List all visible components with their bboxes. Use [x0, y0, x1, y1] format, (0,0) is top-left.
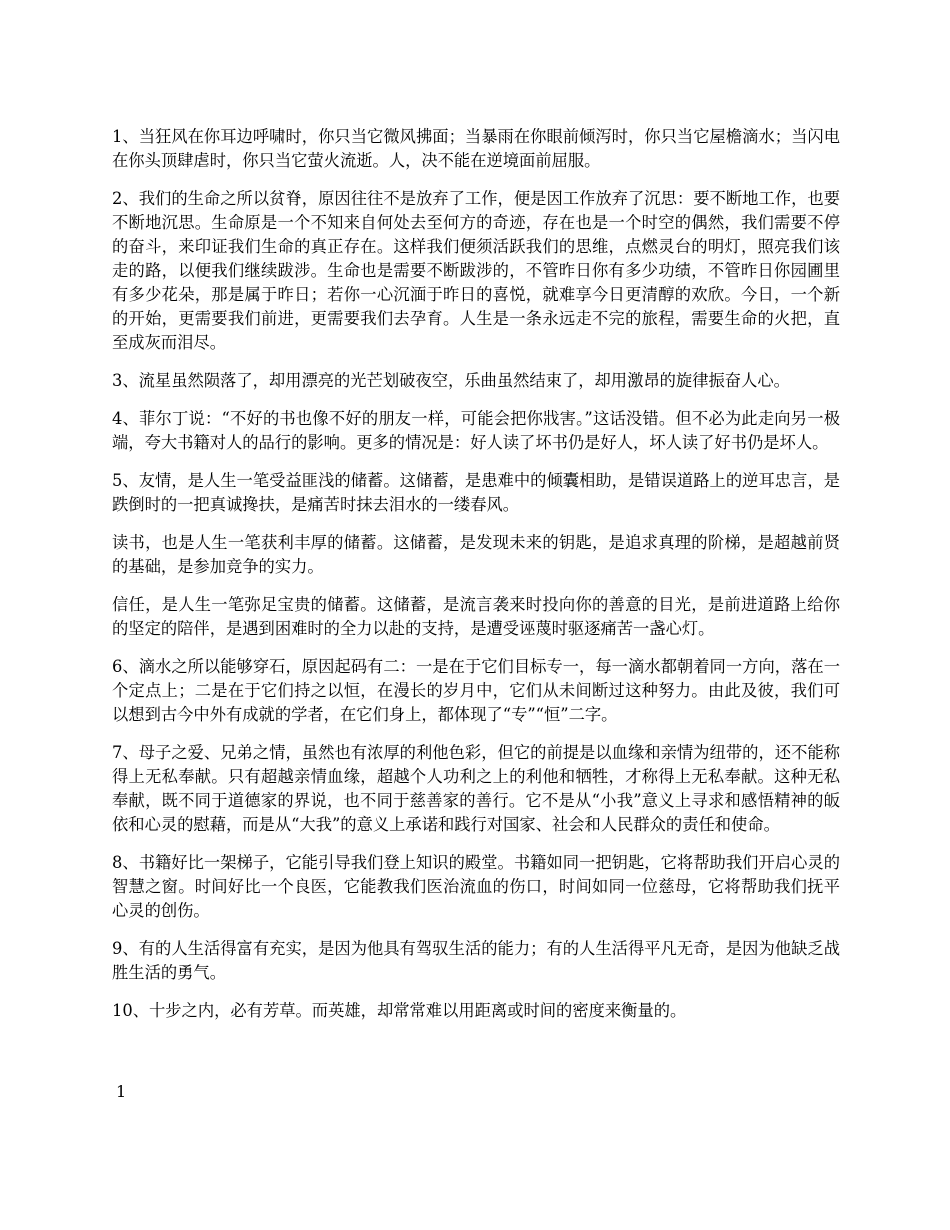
paragraph-3: 3、流星虽然陨落了，却用漂亮的光芒划破夜空，乐曲虽然结束了，却用激昂的旋律振奋人心。 [112, 371, 790, 390]
paragraph-5: 5、友情，是人生一笔受益匪浅的储蓄。这储蓄，是患难中的倾囊相助，是错误道路上的逆耳忠言，是跌倒时的一把真诚搀扶，是痛苦时抹去泪水的一缕春风。 [112, 471, 840, 514]
document-body [112, 125, 840, 1037]
paragraph-9: 9、有的人生活得富有充实，是因为他具有驾驭生活的能力；有的人生活得平凡无奇，是因为他缺乏战胜生活的勇气。 [112, 939, 840, 982]
paragraph-10: 10、十步之内，必有芳草。而英雄，却常常难以用距离或时间的密度来衡量的。 [112, 1001, 687, 1020]
paragraph-reading: 读书，也是人生一笔获利丰厚的储蓄。这储蓄，是发现未来的钥匙，是追求真理的阶梯，是超越前贤的基础，是参加竞争的实力。 [112, 533, 840, 576]
paragraph-trust: 信任，是人生一笔弥足宝贵的储蓄。这储蓄，是流言袭来时投向你的善意的目光，是前进道路上给你的坚定的陪伴，是遇到困难时的全力以赴的支持，是遭受诬蔑时驱逐痛苦一盏心灯。 [112, 595, 840, 638]
paragraph-8: 8、书籍好比一架梯子，它能引导我们登上知识的殿堂。书籍如同一把钥匙，它将帮助我们开启心灵的智慧之窗。时间好比一个良医，它能教我们医治流血的伤口，时间如同一位慈母，它将帮助我们抚平心灵的创伤。 [112, 853, 840, 920]
paragraph-4: 4、菲尔丁说：“不好的书也像不好的朋友一样，可能会把你戕害。”这话没错。但不必为此走向另一极端，夸大书籍对人的品行的影响。更多的情况是：好人读了坏书仍是好人，坏人读了好书仍是坏人。 [112, 409, 840, 452]
paragraph-1: 1、当狂风在你耳边呼啸时，你只当它微风拂面；当暴雨在你眼前倾泻时，你只当它屋檐滴水；当闪电在你头顶肆虐时，你只当它萤火流逝。人，决不能在逆境面前屈服。 [112, 127, 840, 170]
paragraph-6: 6、滴水之所以能够穿石，原因起码有二：一是在于它们目标专一，每一滴水都朝着同一方向，落在一个定点上；二是在于它们持之以恒，在漫长的岁月中，它们从未间断过这种努力。由此及彼，我们可以想到古今中外有成就的学者，在它们身上，都体现了“专”“恒”二字。 [112, 657, 840, 724]
paragraph-2: 2、我们的生命之所以贫脊，原因往往不是放弃了工作，便是因工作放弃了沉思：要不断地工作，也要不断地沉思。生命原是一个不知来自何处去至何方的奇迹，存在也是一个时空的偶然，我们需要不停的奋斗，来印证我们生命的真正存在。这样我们便须活跃我们的思维，点燃灵台的明灯，照亮我们该走的路，以便我们继续跋涉。生命也是需要不断跋涉的，不管昨日你有多少功绩，不管昨日你园圃里有多少花朵，那是属于昨日；若你一心沉湎于昨日的喜悦，就难享今日更清醇的欢欣。今日，一个新的开始，更需要我们前进，更需要我们去孕育。人生是一条永远走不完的旅程，需要生命的火把，直至成灰而泪尽。 [112, 189, 840, 352]
page-number: 1 [116, 1082, 127, 1101]
paragraph-7: 7、母子之爱、兄弟之情，虽然也有浓厚的利他色彩，但它的前提是以血缘和亲情为纽带的，还不能称得上无私奉献。只有超越亲情血缘，超越个人功利之上的利他和牺牲，才称得上无私奉献。这种无私奉献，既不同于道德家的界说，也不同于慈善家的善行。它不是从“小我”意义上寻求和感悟精神的皈依和心灵的慰藉，而是从“大我”的意义上承诺和践行对国家、社会和人民群众的责任和使命。 [112, 743, 840, 834]
